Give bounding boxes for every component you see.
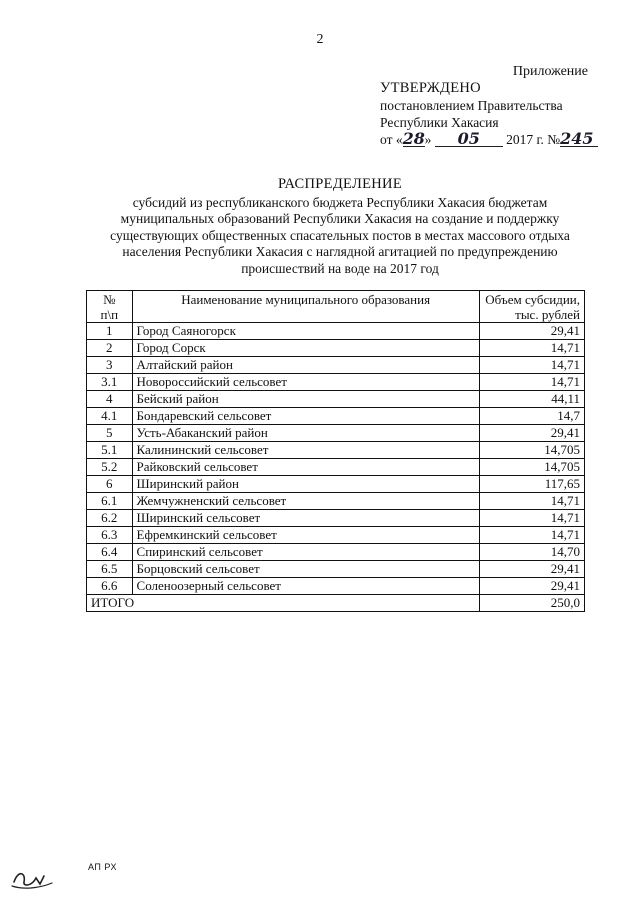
handwritten-number: 245 [560, 132, 598, 147]
header-number [87, 291, 133, 323]
row-number: 6.2 [87, 510, 133, 527]
row-number: 3.1 [87, 374, 133, 391]
row-number: 6 [87, 476, 133, 493]
row-name: Алтайский район [132, 357, 479, 374]
row-number: 5 [87, 425, 133, 442]
row-amount: 44,11 [479, 391, 584, 408]
total-row [87, 595, 585, 612]
table-row [87, 544, 585, 561]
row-amount: 29,41 [479, 323, 584, 340]
title-line-2: муниципальных образований Республики Хакасия на создание и поддержку [120, 211, 560, 226]
row-amount: 14,71 [479, 357, 584, 374]
row-amount: 14,71 [479, 493, 584, 510]
table-row [87, 357, 585, 374]
table-row [87, 493, 585, 510]
row-number: 6.3 [87, 527, 133, 544]
page-number: 2 [316, 32, 324, 47]
row-amount: 14,71 [479, 510, 584, 527]
row-number: 3 [87, 357, 133, 374]
row-number: 1 [87, 323, 133, 340]
header-amount-line-2: тыс. рублей [515, 307, 580, 322]
table-row [87, 323, 585, 340]
row-name: Бейский район [132, 391, 479, 408]
row-name: Райковский сельсовет [132, 459, 479, 476]
approved-label: УТВЕРЖДЕНО [380, 80, 481, 96]
row-amount: 29,41 [479, 561, 584, 578]
row-number: 5.2 [87, 459, 133, 476]
row-amount: 117,65 [479, 476, 584, 493]
row-number: 6.4 [87, 544, 133, 561]
row-name: Ефремкинский сельсовет [132, 527, 479, 544]
table-row [87, 578, 585, 595]
header-number-line-2: п\п [100, 307, 119, 322]
subsidy-table [86, 290, 585, 612]
document-title [90, 176, 590, 277]
header-amount [479, 291, 584, 323]
title-heading: РАСПРЕДЕЛЕНИЕ [278, 176, 402, 192]
date-prefix: от « [380, 132, 403, 147]
table-row [87, 391, 585, 408]
signature-mark [10, 868, 54, 895]
table-row [87, 425, 585, 442]
table-row [87, 340, 585, 357]
row-name: Борцовский сельсовет [132, 561, 479, 578]
table-row [87, 408, 585, 425]
title-line-1: субсидий из республиканского бюджета Республики Хакасия бюджетам [132, 194, 548, 210]
row-name: Город Сорск [132, 340, 479, 357]
row-number: 6.1 [87, 493, 133, 510]
row-name: Бондаревский сельсовет [132, 408, 479, 425]
date-mid: » [424, 132, 432, 147]
row-name: Ширинский район [132, 476, 479, 493]
total-amount: 250,0 [479, 595, 584, 612]
row-amount: 29,41 [479, 578, 584, 595]
row-name: Усть-Абаканский район [132, 425, 479, 442]
row-number: 4.1 [87, 408, 133, 425]
title-line-3: существующих общественных спасательных постов в местах массового отдыха [110, 227, 570, 243]
table-row [87, 476, 585, 493]
title-line-5: происшествий на воде на 2017 год [241, 260, 439, 276]
total-label: ИТОГО [87, 595, 480, 612]
table-header-row [87, 291, 585, 323]
title-line-4: населения Республики Хакасия с наглядной агитацией по предупреждению [122, 244, 558, 259]
row-number: 6.5 [87, 561, 133, 578]
approval-block [380, 80, 598, 148]
row-name: Соленоозерный сельсовет [132, 578, 479, 595]
table-row [87, 510, 585, 527]
row-amount: 14,70 [479, 544, 584, 561]
row-amount: 14,705 [479, 442, 584, 459]
row-name: Жемчужненский сельсовет [132, 493, 479, 510]
signature-icon [10, 868, 54, 890]
row-name: Ширинский сельсовет [132, 510, 479, 527]
approval-date-line [380, 131, 598, 148]
year-text: 2017 г. № [506, 132, 561, 147]
table-row [87, 459, 585, 476]
header-name: Наименование муниципального образования [132, 291, 479, 323]
row-amount: 29,41 [479, 425, 584, 442]
row-name: Город Саяногорск [132, 323, 479, 340]
row-name: Новороссийский сельсовет [132, 374, 479, 391]
row-amount: 14,705 [479, 459, 584, 476]
header-number-line-1: № [103, 292, 116, 307]
table-row [87, 442, 585, 459]
table-row [87, 561, 585, 578]
row-name: Спиринский сельсовет [132, 544, 479, 561]
row-number: 5.1 [87, 442, 133, 459]
row-amount: 14,7 [479, 408, 584, 425]
approval-line-1: постановлением Правительства [380, 98, 563, 113]
handwritten-day: 28 [402, 129, 425, 148]
header-amount-line-1: Объем субсидии, [485, 292, 580, 307]
approval-line-2: Республики Хакасия [380, 115, 499, 130]
row-name: Калининский сельсовет [132, 442, 479, 459]
row-amount: 14,71 [479, 527, 584, 544]
row-number: 4 [87, 391, 133, 408]
row-amount: 14,71 [479, 374, 584, 391]
footer-code: АП РХ [88, 862, 117, 872]
row-number: 2 [87, 340, 133, 357]
row-number: 6.6 [87, 578, 133, 595]
row-amount: 14,71 [479, 340, 584, 357]
table-row [87, 374, 585, 391]
handwritten-month: 05 [435, 132, 503, 147]
table-row [87, 527, 585, 544]
appendix-label: Приложение [512, 64, 588, 79]
